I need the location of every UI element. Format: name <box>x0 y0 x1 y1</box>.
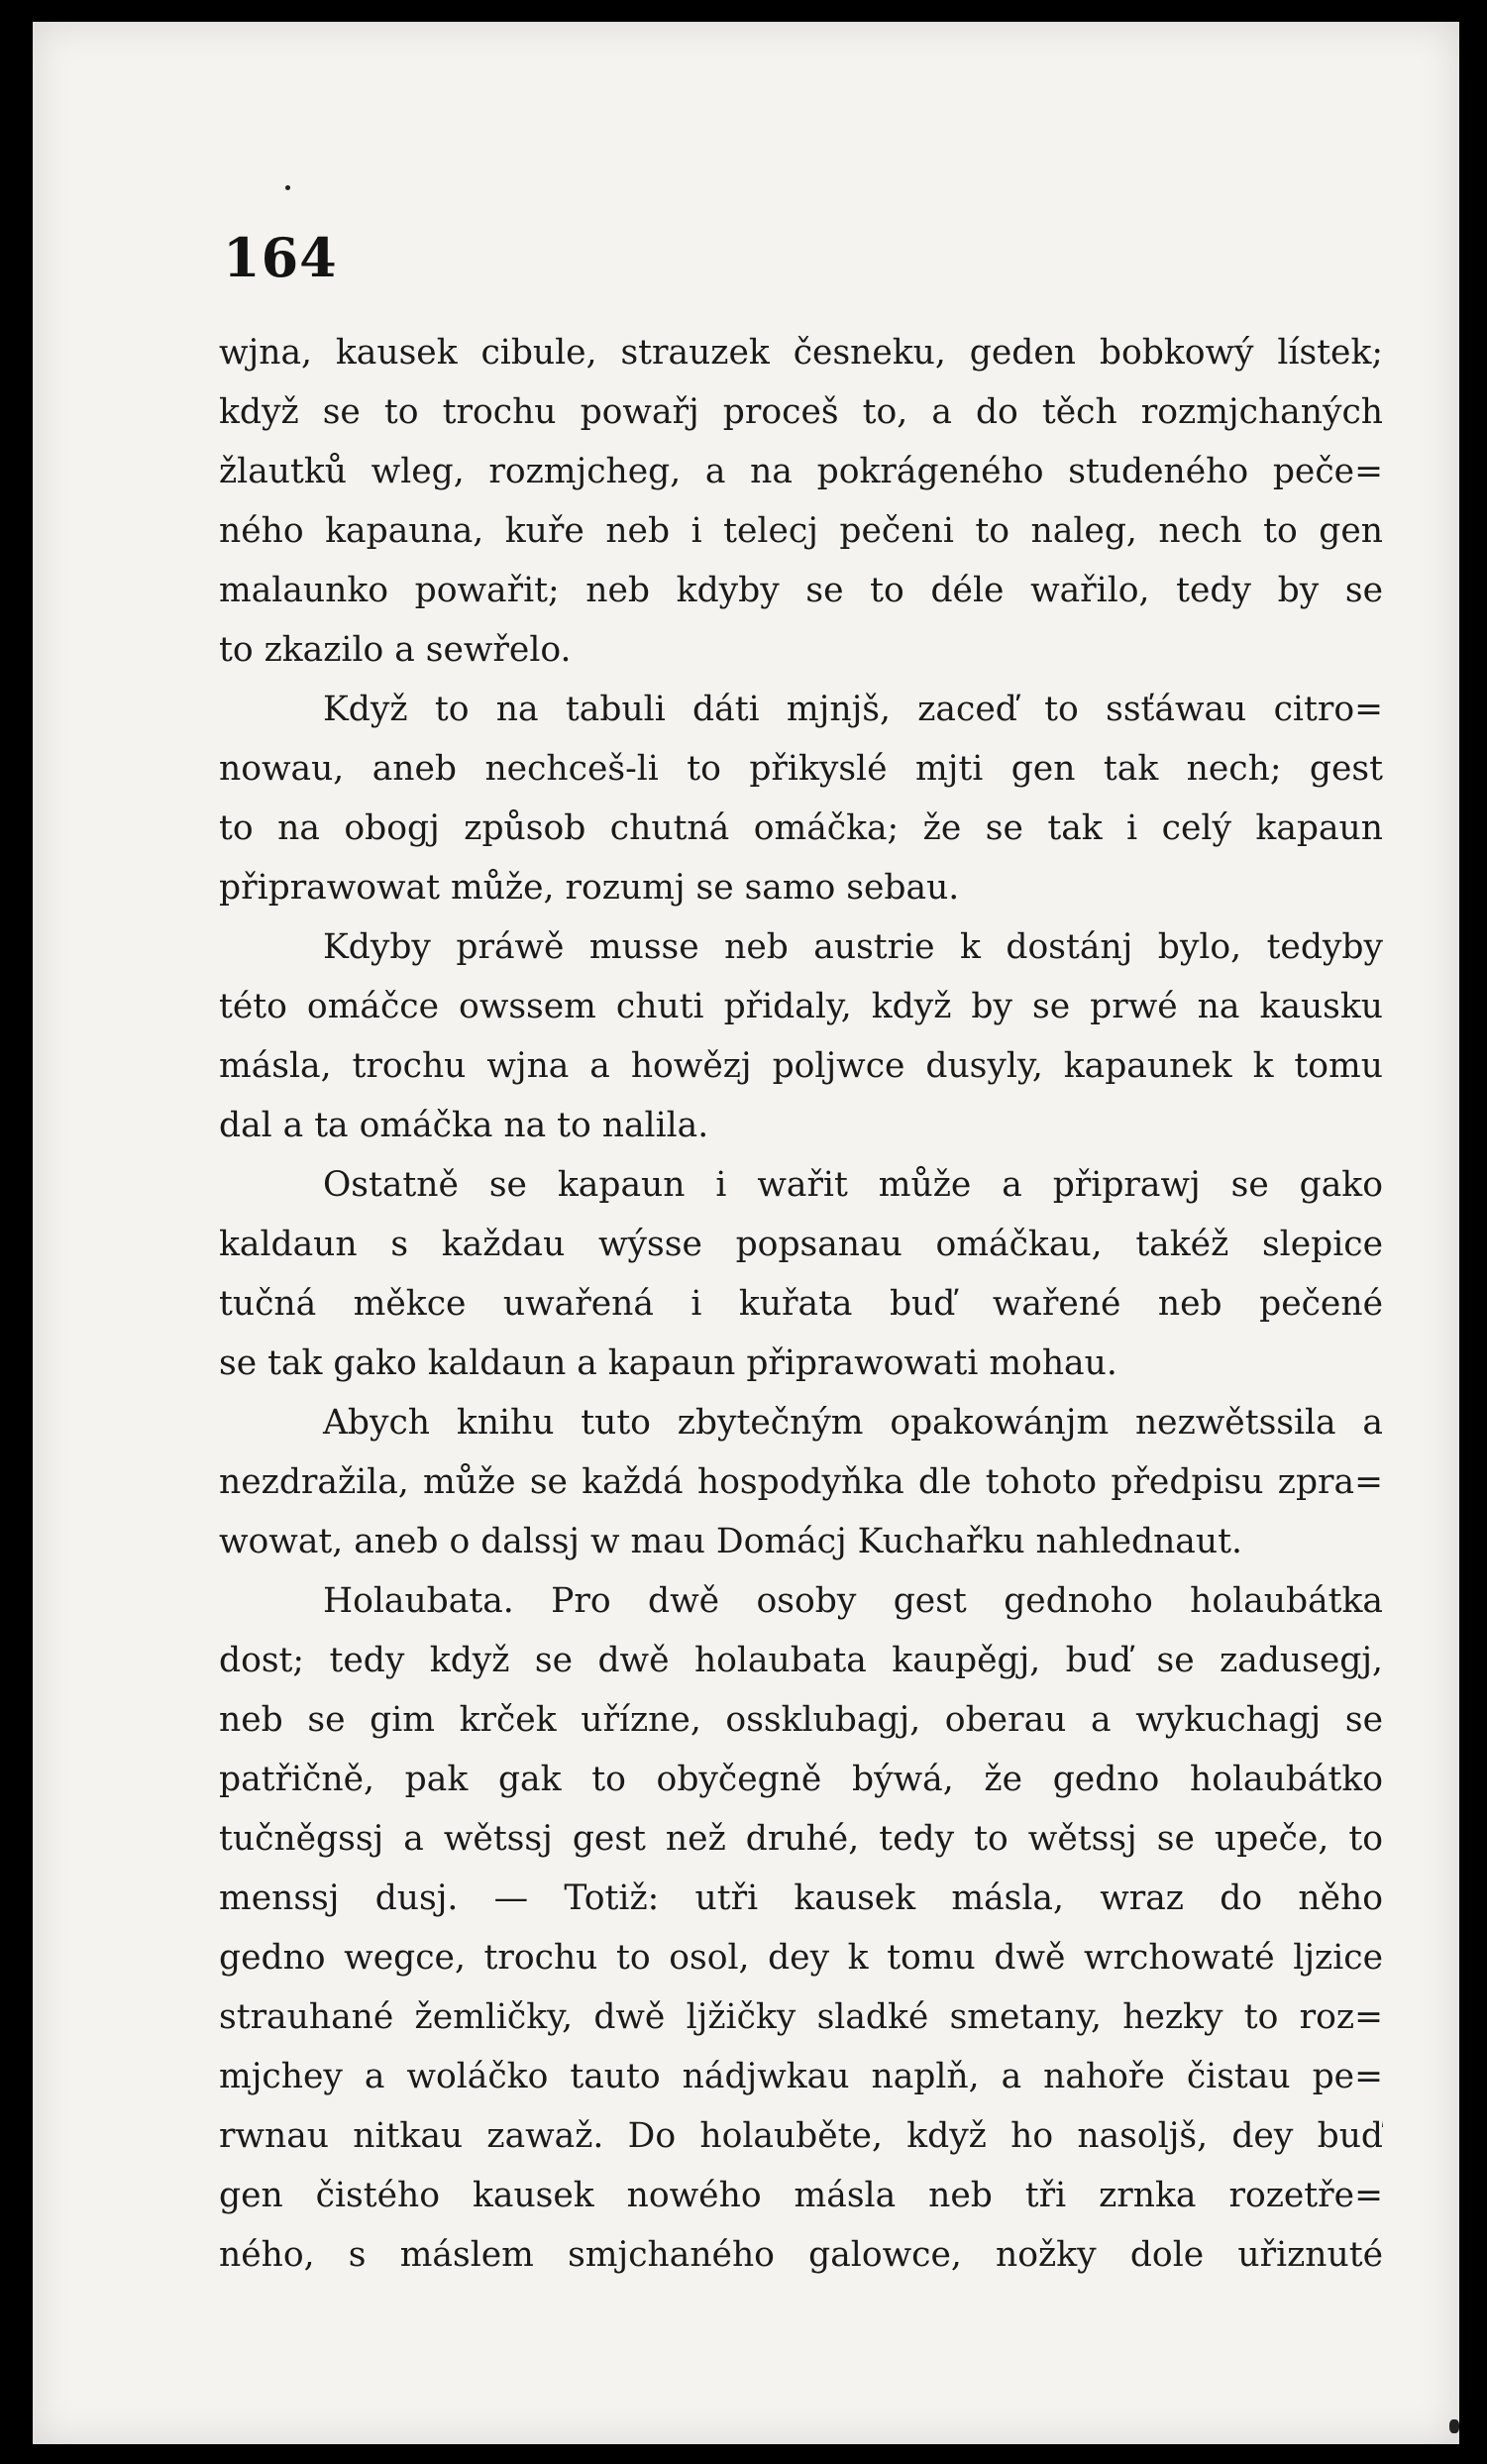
text-line: nowau, aneb nechceš-li to přikyslé mjti gen tak nech; gest <box>219 749 1383 789</box>
text-line: to zkazilo a sewřelo. <box>219 630 572 670</box>
paragraph-first-line: Abych knihu tuto zbytečným opakowánjm nezwětssila a <box>323 1403 1383 1443</box>
paragraph-first-line: Když to na tabuli dáti mjnjš, zaceď to ssťáwau citro= <box>323 690 1383 729</box>
text-line: wowat, aneb o dalssj w mau Domácj Kuchařku nahlednaut. <box>219 1522 1242 1561</box>
text-line: kaldaun s každau wýsse popsanau omáčkau, takéž slepice <box>219 1225 1383 1264</box>
ink-speck <box>285 185 290 190</box>
text-line: to na obogj způsob chutná omáčka; že se tak i celý kapaun <box>219 808 1383 848</box>
text-line: dal a ta omáčka na to nalila. <box>219 1106 709 1145</box>
paragraph-first-line: Ostatně se kapaun i wařit může a připrawj se gako <box>323 1165 1383 1205</box>
text-line: wjna, kausek cibule, strauzek česneku, geden bobkowý lístek; <box>219 333 1383 373</box>
text-line: ného kapauna, kuře neb i telecj pečeni to naleg, nech to gen <box>219 511 1383 551</box>
body-text <box>219 323 1383 2285</box>
text-line: žlautků wleg, rozmjcheg, a na pokrágeného studeného peče= <box>219 452 1383 491</box>
text-line: rwnau nitkau zawaž. Do holauběte, když ho nasoljš, dey buď <box>219 2116 1383 2156</box>
text-line: patřičně, pak gak to obyčegně býwá, že gedno holaubátko <box>219 1760 1383 1799</box>
text-line: gedno wegce, trochu to osol, dey k tomu dwě wrchowaté ljzice <box>219 1938 1383 1978</box>
text-line: se tak gako kaldaun a kapaun připrawowati mohau. <box>219 1343 1117 1383</box>
text-line: dost; tedy když se dwě holaubata kaupěgj, buď se zadusegj, <box>219 1641 1383 1680</box>
text-line: připrawowat může, rozumj se samo sebau. <box>219 868 960 908</box>
text-line: tučněgssj a wětssj gest než druhé, tedy to wětssj se upeče, to <box>219 1819 1383 1859</box>
book-page <box>33 22 1459 2444</box>
text-line: této omáčce owssem chuti přidaly, když by se prwé na kausku <box>219 987 1383 1026</box>
text-line: gen čistého kausek nowého másla neb tři zrnka rozetře= <box>219 2176 1383 2215</box>
text-line: ného, s máslem smjchaného galowce, nožky dole uřiznuté <box>219 2235 1383 2275</box>
page-number: 164 <box>223 226 338 289</box>
text-line: tučná měkce uwařená i kuřata buď wařené neb pečené <box>219 1284 1383 1324</box>
text-line: másla, trochu wjna a howězj poljwce dusyly, kapaunek k tomu <box>219 1046 1383 1086</box>
paragraph-first-line: Kdyby práwě musse neb austrie k dostánj bylo, tedyby <box>323 927 1383 967</box>
text-line: neb se gim krček uřízne, ossklubagj, oberau a wykuchagj se <box>219 1700 1383 1740</box>
text-line: malaunko powařit; neb kdyby se to déle wařilo, tedy by se <box>219 571 1383 610</box>
text-line: mjchey a woláčko tauto nádjwkau naplň, a nahoře čistau pe= <box>219 2057 1383 2096</box>
text-line: strauhané žemličky, dwě ljžičky sladké smetany, hezky to roz= <box>219 1997 1383 2037</box>
ink-speck <box>1449 2419 1459 2433</box>
text-line: když se to trochu powařj proceš to, a do těch rozmjchaných <box>219 392 1383 432</box>
text-line: nezdražila, může se každá hospodyňka dle tohoto předpisu zpra= <box>219 1462 1383 1502</box>
paragraph-first-line: Holaubata. Pro dwě osoby gest gednoho holaubátka <box>323 1581 1383 1621</box>
text-line: menssj dusj. — Totiž: utři kausek másla, wraz do něho <box>219 1878 1383 1918</box>
